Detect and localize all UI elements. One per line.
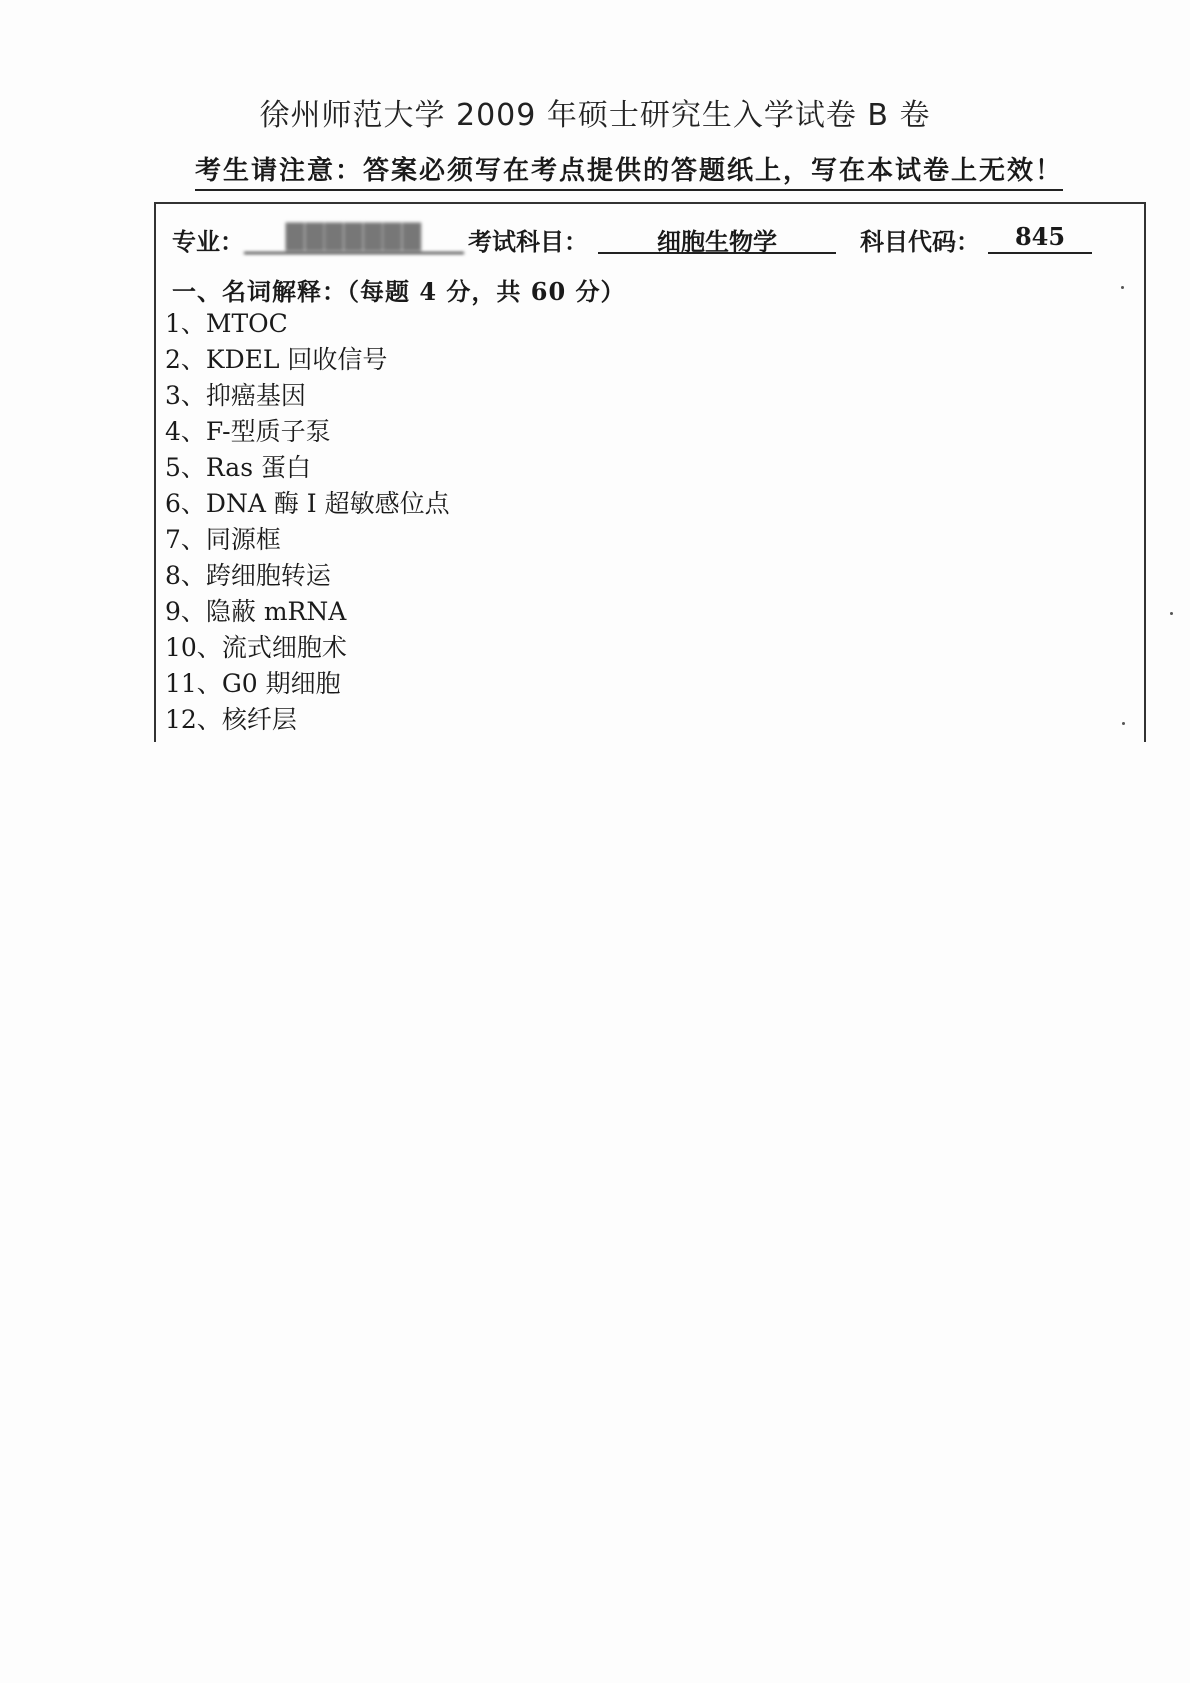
term-text: 跨细胞转运 [205, 561, 331, 590]
term-item [165, 558, 450, 594]
term-item [165, 414, 450, 450]
code-label: 科目代码： [860, 227, 980, 256]
term-number: 5、 [165, 453, 206, 482]
term-number: 4、 [165, 417, 206, 446]
scan-speck [1170, 612, 1173, 615]
major-value: ███████ [244, 222, 464, 254]
exam-title: 徐州师范大学 2009 年硕士研究生入学试卷 B 卷 [259, 98, 931, 133]
term-number: 11、 [165, 669, 222, 698]
term-item [165, 522, 450, 558]
term-text: F-型质子泵 [205, 417, 331, 446]
term-text: 流式细胞术 [221, 633, 347, 662]
term-item [165, 450, 450, 486]
term-number: 2、 [165, 345, 206, 374]
code-value: 845 [988, 222, 1092, 254]
term-text: Ras 蛋白 [205, 453, 311, 482]
term-text: 隐蔽 mRNA [205, 597, 347, 626]
subject-value: 细胞生物学 [598, 222, 836, 254]
term-item [165, 378, 450, 414]
term-text: MTOC [205, 309, 288, 338]
terms-list [165, 306, 450, 738]
term-number: 7、 [165, 525, 206, 554]
term-number: 12、 [165, 705, 222, 734]
scan-speck [1122, 722, 1125, 725]
term-text: 同源框 [205, 525, 281, 554]
term-item [165, 486, 450, 522]
term-text: G0 期细胞 [221, 669, 341, 698]
term-item [165, 306, 450, 342]
term-item [165, 342, 450, 378]
term-text: DNA 酶 I 超敏感位点 [205, 489, 450, 518]
term-number: 8、 [165, 561, 206, 590]
term-number: 1、 [165, 309, 206, 338]
exam-info-row [172, 218, 1092, 258]
subject-label: 考试科目： [468, 227, 588, 256]
term-text: 抑癌基因 [205, 381, 306, 410]
term-number: 3、 [165, 381, 206, 410]
term-item [165, 666, 450, 702]
term-number: 9、 [165, 597, 206, 626]
term-text: KDEL 回收信号 [205, 345, 388, 374]
term-number: 6、 [165, 489, 206, 518]
term-item [165, 594, 450, 630]
term-text: 核纤层 [221, 705, 297, 734]
term-item [165, 702, 450, 738]
major-label: 专业： [172, 227, 244, 256]
section-heading: 一、名词解释：（每题 4 分，共 60 分） [172, 277, 626, 306]
exam-notice: 考生请注意：答案必须写在考点提供的答题纸上，写在本试卷上无效！ [195, 150, 1063, 191]
scan-speck [1121, 286, 1124, 289]
term-number: 10、 [165, 633, 222, 662]
term-item [165, 630, 450, 666]
